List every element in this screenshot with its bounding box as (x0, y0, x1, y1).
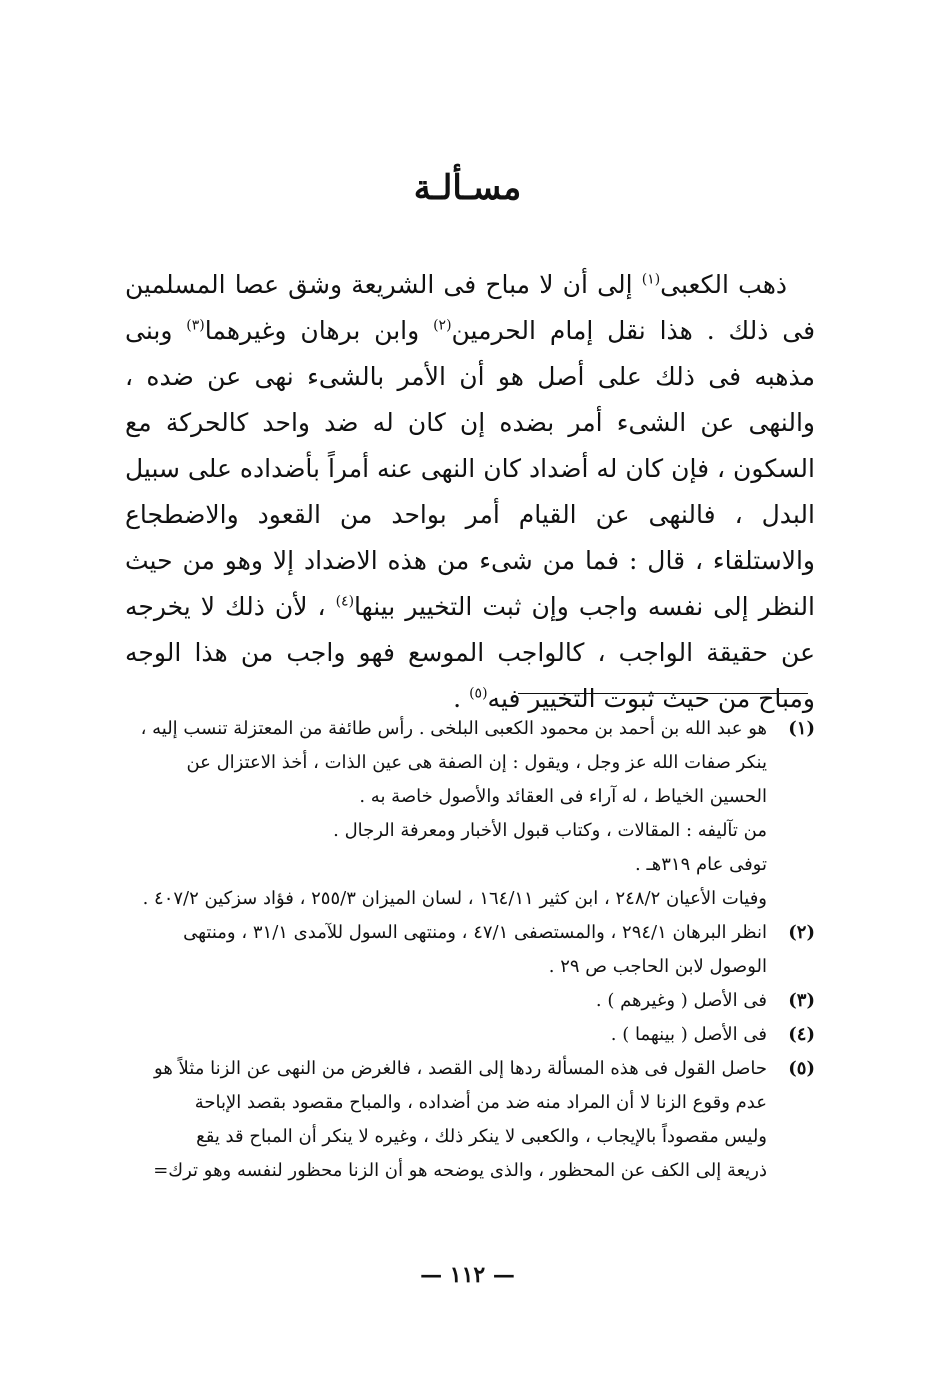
footnote-ref-4: (٤) (335, 593, 355, 610)
footnote-number: (١) (788, 718, 815, 739)
footnote-number: (٥) (788, 1058, 815, 1079)
footnote-ref-5: (٥) (469, 685, 488, 702)
footnote-line: من تآليفه : المقالات ، وكتاب قبول الأخبار ومعرفة الرجال . (333, 820, 767, 841)
text-segment: ذهب الكعبى (660, 270, 788, 299)
footnote-line: عدم وقوع الزنا لا أن المراد منه ضد من أضداده ، والمباح مقصود بقصد الإباحة (194, 1092, 767, 1113)
footnote-2 (125, 916, 815, 984)
text-segment: ، لأن ذلك لا يخرجه عن حقيقة الواجب ، كالواجب الموسع فهو واجب من هذا الوجه ومباح من حيث ثبوت التخيير فيه (125, 592, 815, 713)
footnote-body (125, 1018, 767, 1052)
paragraph-text (125, 262, 815, 722)
footnote-number: (٢) (788, 922, 815, 943)
text-segment: وابن برهان وغيرهما (204, 316, 434, 345)
footnote-body (125, 916, 767, 984)
footnote-line: فى الأصل ( بينهما ) . (610, 1024, 767, 1045)
footnote-line: انظر البرهان ٢٩٤/١ ، والمستصفى ٤٧/١ ، ومنتهى السول للآمدى ٣١/١ ، ومنتهى (183, 922, 767, 943)
footnotes (125, 712, 815, 1188)
footnote-line: حاصل القول فى هذه المسألة ردها إلى القصد ، فالغرض من النهى عن الزنا مثلاً هو (154, 1058, 767, 1079)
page-title: مسـألـة (413, 168, 522, 208)
text-segment: إلى أن لا مباح فى الشريعة وشق عصا المسلمين فى ذلك . هذا نقل إمام الحرمين (125, 270, 816, 345)
footnote-body (125, 1052, 767, 1188)
footnote-4 (125, 1018, 815, 1052)
footnote-body (125, 712, 767, 916)
footnote-line: توفى عام ٣١٩هـ . (635, 854, 767, 875)
footnote-ref-3: (٣) (186, 317, 205, 334)
footnote-line: وفيات الأعيان ٢٤٨/٢ ، ابن كثير ١٦٤/١١ ، لسان الميزان ٢٥٥/٣ ، فؤاد سزكين ٤٠٧/٢ . (142, 888, 767, 909)
footnote-line: ينكر صفات الله عز وجل ، ويقول : إن الصفة هى عين الذات ، أخذ الاعتزال عن (186, 752, 767, 773)
footnote-1 (125, 712, 815, 916)
footnote-ref-2: (٢) (433, 317, 452, 334)
footnote-number: (٣) (788, 990, 815, 1011)
footnote-line: فى الأصل ( وغيرهم ) . (595, 990, 767, 1011)
text-segment: . (453, 684, 470, 713)
footnote-number: (٤) (788, 1024, 815, 1045)
footnote-line: الحسين الخياط ، له آراء فى العقائد والأصول خاصة به . (359, 786, 767, 807)
footnote-separator (518, 693, 808, 694)
footnote-line: وليس مقصوداً بالإيجاب ، والكعبى لا ينكر ذلك ، وغيره لا ينكر أن المباح قد يقع (196, 1126, 767, 1147)
footnote-3 (125, 984, 815, 1018)
footnote-line: ذريعة إلى الكف عن المحظور ، والذى يوضحه هو أن الزنا محظور لنفسه وهو ترك= (153, 1160, 767, 1181)
main-paragraph (125, 262, 815, 722)
footnote-line: الوصول لابن الحاجب ص ٢٩ . (548, 956, 767, 977)
footnote-line: هو عبد الله بن أحمد بن محمود الكعبى البلخى . رأس طائفة من المعتزلة تنسب إليه ، (140, 718, 767, 739)
page-number: — ١١٢ — (420, 1262, 515, 1288)
footnote-5 (125, 1052, 815, 1188)
footnote-body (125, 984, 767, 1018)
text-segment: وبنى مذهبه فى ذلك على أصل هو أن الأمر بالشىء نهى عن ضده ، والنهى عن الشىء أمر بضده إن كان له ضد واحد كالحركة مع السكون ، فإن كان له أضداد كان النهى عنه أمراً بأضداده على سبيل البدل ، فالنهى عن القيام أمر بواحد من القعود والاضطجاع والاستلقاء ، قال : فما من شىء من هذه الاضداد إلا وهو من حيث النظر إلى نفسه واجب وإن ثبت التخيير بينها (125, 316, 816, 621)
footnote-ref-1: (١) (641, 271, 661, 288)
